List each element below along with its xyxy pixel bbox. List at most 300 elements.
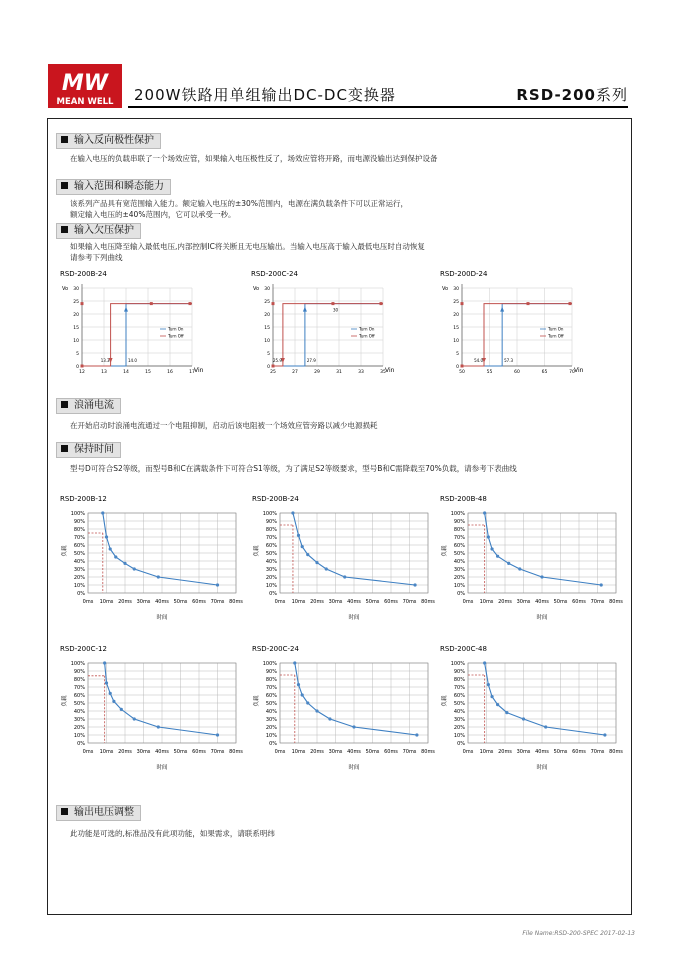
y-tick-label: 100% xyxy=(450,511,465,517)
x-tick-label: 31 xyxy=(336,370,342,375)
y-tick-label: 60% xyxy=(453,693,465,699)
data-point xyxy=(461,365,464,368)
x-tick-label: 50ms xyxy=(365,599,380,605)
x-tick-label: 10ms xyxy=(291,749,306,755)
y-tick-label: 50% xyxy=(73,701,85,707)
turn-on-value-label: 57.3 xyxy=(504,358,514,363)
data-point xyxy=(306,701,309,704)
x-tick-label: 30ms xyxy=(136,599,151,605)
x-tick-label: 16 xyxy=(167,370,173,375)
y-tick-label: 15 xyxy=(453,326,459,331)
x-tick-label: 70ms xyxy=(210,749,225,755)
title-bar xyxy=(128,84,628,108)
y-tick-label: 15 xyxy=(264,326,270,331)
data-point xyxy=(507,562,510,565)
uvp-chart-2 xyxy=(251,268,401,384)
page-title: 200W铁路用单组输出DC-DC变换器 xyxy=(134,86,396,104)
x-tick-label: 50ms xyxy=(173,749,188,755)
x-tick-label: 80ms xyxy=(421,749,435,755)
bullet-square-icon xyxy=(61,445,68,452)
x-tick-label: 70ms xyxy=(210,599,225,605)
x-tick-label: 65 xyxy=(541,370,548,375)
y-tick-label: 10% xyxy=(453,733,465,739)
y-tick-label: 100% xyxy=(70,511,85,517)
data-point xyxy=(496,555,499,558)
mean-well-logo xyxy=(48,64,122,108)
holdup-chart-4 xyxy=(60,643,243,782)
inrush-text: 在开始启动时浪涌电流通过一个电阻抑制，启动后该电阻被一个场效应管旁路以减少电源损耗 xyxy=(70,421,378,430)
y-tick-label: 60% xyxy=(453,543,465,549)
y-tick-label: 40% xyxy=(265,559,277,565)
x-tick-label: 80ms xyxy=(609,599,623,605)
data-point xyxy=(81,365,84,368)
x-tick-label: 50ms xyxy=(553,599,568,605)
y-tick-label: 40% xyxy=(73,709,85,715)
y-tick-label: 0 xyxy=(456,365,459,370)
y-tick-label: 80% xyxy=(265,527,277,533)
data-point xyxy=(603,733,606,736)
data-point xyxy=(272,302,275,305)
y-tick-label: 30 xyxy=(264,287,270,292)
y-tick-label: 10 xyxy=(453,339,459,344)
y-tick-label: 100% xyxy=(262,661,277,667)
chart-title: RSD-200C-24 xyxy=(252,645,299,653)
x-tick-label: 40ms xyxy=(347,599,361,605)
data-point xyxy=(569,302,572,305)
y-tick-label: 20% xyxy=(73,575,85,581)
data-point xyxy=(487,535,490,538)
logo-mark-text: MW xyxy=(61,71,109,96)
x-tick-label: 80ms xyxy=(609,749,623,755)
data-point xyxy=(109,692,112,695)
x-tick-label: 30ms xyxy=(328,749,343,755)
data-point xyxy=(291,511,294,514)
data-point xyxy=(105,535,108,538)
data-point xyxy=(157,725,160,728)
data-point xyxy=(461,302,464,305)
bullet-square-icon xyxy=(61,808,68,815)
chart-title: RSD-200C-48 xyxy=(440,645,487,653)
x-tick-label: 0ms xyxy=(82,599,94,605)
series-model: RSD-200 xyxy=(516,86,596,104)
y-tick-label: 70% xyxy=(453,535,465,541)
x-tick-label: 30ms xyxy=(328,599,343,605)
x-tick-label: 50ms xyxy=(365,749,380,755)
data-point xyxy=(81,302,84,305)
data-point xyxy=(518,567,521,570)
y-axis-label: 负载 xyxy=(442,695,448,707)
y-tick-label: 10 xyxy=(73,339,79,344)
x-tick-label: 35 xyxy=(380,370,386,375)
data-point xyxy=(306,553,309,556)
x-tick-label: 20ms xyxy=(310,749,324,755)
y-tick-label: 90% xyxy=(453,519,465,525)
y-tick-label: 50% xyxy=(265,701,277,707)
y-tick-label: 25 xyxy=(264,300,270,305)
y-tick-label: 70% xyxy=(73,535,85,541)
x-tick-label: 40ms xyxy=(535,749,549,755)
y-tick-label: 5 xyxy=(267,352,270,357)
bullet-square-icon xyxy=(61,401,68,408)
file-name-footer: File Name:RSD-200-SPEC 2017-02-13 xyxy=(522,930,635,937)
x-tick-label: 20ms xyxy=(498,749,512,755)
x-tick-label: 40ms xyxy=(155,599,169,605)
data-point xyxy=(483,661,486,664)
data-point xyxy=(216,583,219,586)
y-tick-label: 100% xyxy=(262,511,277,517)
x-tick-label: 20ms xyxy=(498,599,512,605)
x-tick-label: 50ms xyxy=(553,749,568,755)
x-tick-label: 80ms xyxy=(229,749,243,755)
data-point xyxy=(105,681,108,684)
data-point xyxy=(293,661,296,664)
data-point xyxy=(487,683,490,686)
y-tick-label: 0% xyxy=(457,741,465,747)
x-tick-label: 70ms xyxy=(402,749,417,755)
turn-on-arrow xyxy=(303,307,307,312)
x-tick-label: 40ms xyxy=(155,749,169,755)
level-value-label: 30 xyxy=(332,307,339,313)
undervoltage-line2: 请参考下列曲线 xyxy=(70,253,123,262)
y-tick-label: 0 xyxy=(76,365,79,370)
output-adjust-text: 此功能是可选的,标准品没有此项功能，如果需求，请联系明纬 xyxy=(70,829,275,838)
y-tick-label: 60% xyxy=(265,693,277,699)
x-axis-label: Vin xyxy=(194,367,204,374)
uvp-chart-1 xyxy=(60,268,210,384)
turn-off-value-label: 25.9 xyxy=(272,358,282,363)
x-tick-label: 17 xyxy=(189,370,195,375)
legend-turn-off-label: Turn Off xyxy=(168,333,184,339)
y-tick-label: 10% xyxy=(265,733,277,739)
bullet-square-icon xyxy=(61,182,68,189)
y-tick-label: 10% xyxy=(73,583,85,589)
data-point xyxy=(325,567,328,570)
y-axis-label: 负载 xyxy=(254,545,260,557)
y-tick-label: 5 xyxy=(76,352,79,357)
holdup-chart-5 xyxy=(252,643,435,782)
y-tick-label: 60% xyxy=(73,543,85,549)
x-axis-label: 时间 xyxy=(348,615,360,621)
y-tick-label: 90% xyxy=(453,669,465,675)
legend-turn-off-label: Turn Off xyxy=(548,333,564,339)
data-point xyxy=(315,709,318,712)
x-tick-label: 30ms xyxy=(516,749,531,755)
y-tick-label: 20% xyxy=(73,725,85,731)
holdup-chart-6 xyxy=(440,643,623,782)
x-tick-label: 60ms xyxy=(384,599,398,605)
x-tick-label: 0ms xyxy=(274,599,286,605)
legend-turn-off-label: Turn Off xyxy=(359,333,375,339)
y-tick-label: 50% xyxy=(73,551,85,557)
y-tick-label: 10 xyxy=(264,339,270,344)
y-tick-label: 20% xyxy=(453,575,465,581)
data-point xyxy=(315,561,318,564)
y-tick-label: 20 xyxy=(73,313,79,318)
y-tick-label: 60% xyxy=(73,693,85,699)
data-point xyxy=(496,703,499,706)
y-tick-label: 40% xyxy=(453,709,465,715)
x-tick-label: 10ms xyxy=(479,749,494,755)
x-tick-label: 14 xyxy=(123,370,129,375)
y-tick-label: 0% xyxy=(77,591,85,597)
y-tick-label: 90% xyxy=(265,669,277,675)
x-tick-label: 0ms xyxy=(462,599,474,605)
y-tick-label: 15 xyxy=(73,326,79,331)
x-axis-label: 时间 xyxy=(536,765,548,771)
y-tick-label: 80% xyxy=(453,677,465,683)
y-tick-label: 20% xyxy=(265,725,277,731)
x-tick-label: 60ms xyxy=(572,749,586,755)
x-tick-label: 40ms xyxy=(347,749,361,755)
y-axis-label: Vo xyxy=(253,286,260,292)
holdup-curve xyxy=(485,513,602,585)
x-tick-label: 55 xyxy=(486,370,493,375)
x-axis-label: Vin xyxy=(574,367,584,374)
holdup-curve xyxy=(105,663,218,735)
data-point xyxy=(297,534,300,537)
x-tick-label: 30ms xyxy=(136,749,151,755)
turn-off-value-label: 13.3 xyxy=(100,358,110,363)
y-tick-label: 25 xyxy=(453,300,459,305)
data-point xyxy=(600,583,603,586)
y-tick-label: 50% xyxy=(453,701,465,707)
undervoltage-line1: 如果输入电压降至输入最低电压,内部控制IC将关断且无电压输出。当输入电压高于输入最低电压时自动恢复 xyxy=(70,242,425,251)
legend-turn-on-label: Turn On xyxy=(548,326,564,332)
data-point xyxy=(133,567,136,570)
chart-title: RSD-200C-12 xyxy=(60,645,107,653)
y-tick-label: 80% xyxy=(453,527,465,533)
data-point xyxy=(150,302,153,305)
x-tick-label: 70ms xyxy=(590,599,605,605)
x-tick-label: 29 xyxy=(314,370,320,375)
data-point xyxy=(103,661,106,664)
data-point xyxy=(352,725,355,728)
data-point xyxy=(490,547,493,550)
chart-title: RSD-200B-48 xyxy=(440,495,487,503)
x-tick-label: 60 xyxy=(514,370,520,375)
data-point xyxy=(114,555,117,558)
x-tick-label: 13 xyxy=(101,370,107,375)
y-axis-label: Vo xyxy=(62,286,69,292)
y-tick-label: 25 xyxy=(73,300,79,305)
y-tick-label: 100% xyxy=(450,661,465,667)
x-tick-label: 27 xyxy=(292,370,298,375)
y-tick-label: 70% xyxy=(265,535,277,541)
y-tick-label: 90% xyxy=(73,519,85,525)
y-tick-label: 0% xyxy=(457,591,465,597)
bullet-square-icon xyxy=(61,136,68,143)
data-point xyxy=(297,683,300,686)
data-point xyxy=(380,302,383,305)
data-point xyxy=(272,365,275,368)
turn-off-value-label: 54.0 xyxy=(474,358,483,363)
data-point xyxy=(301,545,304,548)
x-tick-label: 20ms xyxy=(118,599,132,605)
turn-on-arrow xyxy=(124,307,128,312)
data-point xyxy=(343,575,346,578)
input-range-line1: 该系列产品具有宽范围输入能力。额定输入电压的±30%范围内，电源在满负载条件下可以正常运行， xyxy=(70,199,408,208)
data-point xyxy=(123,562,126,565)
series-suffix: 系列 xyxy=(595,86,628,104)
section-heading-undervoltage: 输入欠压保护 xyxy=(56,223,141,239)
y-tick-label: 30% xyxy=(265,567,277,573)
data-point xyxy=(490,695,493,698)
data-point xyxy=(331,302,334,305)
y-tick-label: 80% xyxy=(265,677,277,683)
x-tick-label: 30ms xyxy=(516,599,531,605)
chart-title: RSD-200C-24 xyxy=(251,270,298,278)
section-heading-input-range: 输入范围和瞬态能力 xyxy=(56,179,171,195)
chart-title: RSD-200D-24 xyxy=(440,270,488,278)
data-point xyxy=(540,575,543,578)
y-tick-label: 90% xyxy=(73,669,85,675)
data-point xyxy=(483,511,486,514)
y-tick-label: 0 xyxy=(267,365,270,370)
y-tick-label: 50% xyxy=(265,551,277,557)
turn-on-value-label: 14.0 xyxy=(128,358,137,363)
y-axis-label: 负载 xyxy=(442,545,448,557)
data-point xyxy=(133,717,136,720)
holdup-text: 型号D可符合S2等级，而型号B和C在满载条件下可符合S1等级，为了满足S2等级要求，型号B和C需降载至70%负载，请参考下表曲线 xyxy=(70,464,517,473)
y-axis-label: 负载 xyxy=(62,695,68,707)
y-tick-label: 20 xyxy=(264,313,270,318)
chart-title: RSD-200B-12 xyxy=(60,495,107,503)
x-tick-label: 10ms xyxy=(479,599,494,605)
x-tick-label: 0ms xyxy=(82,749,94,755)
y-tick-label: 70% xyxy=(73,685,85,691)
data-point xyxy=(157,575,160,578)
data-point xyxy=(527,302,530,305)
y-tick-label: 70% xyxy=(453,685,465,691)
y-tick-label: 30% xyxy=(453,567,465,573)
y-tick-label: 30 xyxy=(453,287,459,292)
y-tick-label: 90% xyxy=(265,519,277,525)
y-tick-label: 30 xyxy=(73,287,79,292)
y-tick-label: 100% xyxy=(70,661,85,667)
x-tick-label: 0ms xyxy=(274,749,286,755)
uvp-chart-3 xyxy=(440,268,590,384)
data-point xyxy=(544,725,547,728)
x-tick-label: 60ms xyxy=(384,749,398,755)
x-tick-label: 10ms xyxy=(99,749,114,755)
y-tick-label: 10% xyxy=(453,583,465,589)
y-tick-label: 30% xyxy=(265,717,277,723)
y-axis-label: Vo xyxy=(442,286,449,292)
y-tick-label: 70% xyxy=(265,685,277,691)
data-point xyxy=(120,708,123,711)
y-tick-label: 50% xyxy=(453,551,465,557)
y-tick-label: 60% xyxy=(265,543,277,549)
x-tick-label: 70ms xyxy=(590,749,605,755)
x-tick-label: 70 xyxy=(569,370,575,375)
data-point xyxy=(112,700,115,703)
x-tick-label: 25 xyxy=(270,370,276,375)
x-tick-label: 20ms xyxy=(118,749,132,755)
x-tick-label: 10ms xyxy=(291,599,306,605)
y-tick-label: 10% xyxy=(73,733,85,739)
x-axis-label: 时间 xyxy=(156,615,168,621)
input-range-line2: 额定输入电压的±40%范围内，它可以承受一秒。 xyxy=(70,210,236,219)
turn-on-arrow xyxy=(500,307,504,312)
bullet-square-icon xyxy=(61,226,68,233)
y-tick-label: 30% xyxy=(453,717,465,723)
y-tick-label: 0% xyxy=(269,591,277,597)
holdup-curve xyxy=(485,663,605,735)
data-point xyxy=(189,302,192,305)
x-axis-label: 时间 xyxy=(156,765,168,771)
y-tick-label: 30% xyxy=(73,567,85,573)
holdup-curve xyxy=(295,663,417,735)
x-tick-label: 12 xyxy=(79,370,85,375)
holdup-chart-2 xyxy=(252,493,435,632)
logo-brand-text: MEAN WELL xyxy=(56,97,114,107)
x-tick-label: 50 xyxy=(459,370,465,375)
data-point xyxy=(505,711,508,714)
data-point xyxy=(413,583,416,586)
y-tick-label: 80% xyxy=(73,527,85,533)
x-tick-label: 70ms xyxy=(402,599,417,605)
reverse-polarity-text: 在输入电压的负载串联了一个场效应管，如果输入电压极性反了，场效应管将开路，而电源没输出达到保护设备 xyxy=(70,154,438,163)
x-tick-label: 40ms xyxy=(535,599,549,605)
y-axis-label: 负载 xyxy=(62,545,68,557)
holdup-chart-1 xyxy=(60,493,243,632)
turn-on-value-label: 27.9 xyxy=(306,358,316,363)
y-tick-label: 30% xyxy=(73,717,85,723)
y-tick-label: 0% xyxy=(77,741,85,747)
x-axis-label: 时间 xyxy=(536,615,548,621)
data-point xyxy=(101,511,104,514)
data-point xyxy=(216,733,219,736)
y-tick-label: 80% xyxy=(73,677,85,683)
chart-title: RSD-200B-24 xyxy=(252,495,299,503)
x-tick-label: 10ms xyxy=(99,599,114,605)
y-tick-label: 40% xyxy=(453,559,465,565)
series-name xyxy=(516,84,628,105)
legend-turn-on-label: Turn On xyxy=(168,326,184,332)
y-tick-label: 20% xyxy=(265,575,277,581)
y-tick-label: 40% xyxy=(265,709,277,715)
data-point xyxy=(301,693,304,696)
section-heading-inrush: 浪涌电流 xyxy=(56,398,121,414)
y-tick-label: 0% xyxy=(269,741,277,747)
data-point xyxy=(415,733,418,736)
y-tick-label: 20 xyxy=(453,313,459,318)
x-tick-label: 0ms xyxy=(462,749,474,755)
section-heading-output-adjust: 输出电压调整 xyxy=(56,805,141,821)
x-tick-label: 60ms xyxy=(192,749,206,755)
y-tick-label: 20% xyxy=(453,725,465,731)
x-tick-label: 33 xyxy=(358,370,364,375)
data-point xyxy=(328,717,331,720)
x-tick-label: 15 xyxy=(145,370,151,375)
section-heading-holdup: 保持时间 xyxy=(56,442,121,458)
y-axis-label: 负载 xyxy=(254,695,260,707)
chart-title: RSD-200B-24 xyxy=(60,270,107,278)
y-tick-label: 10% xyxy=(265,583,277,589)
section-heading-reverse-polarity: 输入反向极性保护 xyxy=(56,133,161,149)
data-point xyxy=(109,547,112,550)
y-tick-label: 40% xyxy=(73,559,85,565)
y-tick-label: 5 xyxy=(456,352,459,357)
x-axis-label: Vin xyxy=(385,367,395,374)
holdup-curve xyxy=(103,513,218,585)
data-point xyxy=(522,717,525,720)
holdup-chart-3 xyxy=(440,493,623,632)
x-tick-label: 20ms xyxy=(310,599,324,605)
x-axis-label: 时间 xyxy=(348,765,360,771)
legend-turn-on-label: Turn On xyxy=(359,326,375,332)
x-tick-label: 50ms xyxy=(173,599,188,605)
